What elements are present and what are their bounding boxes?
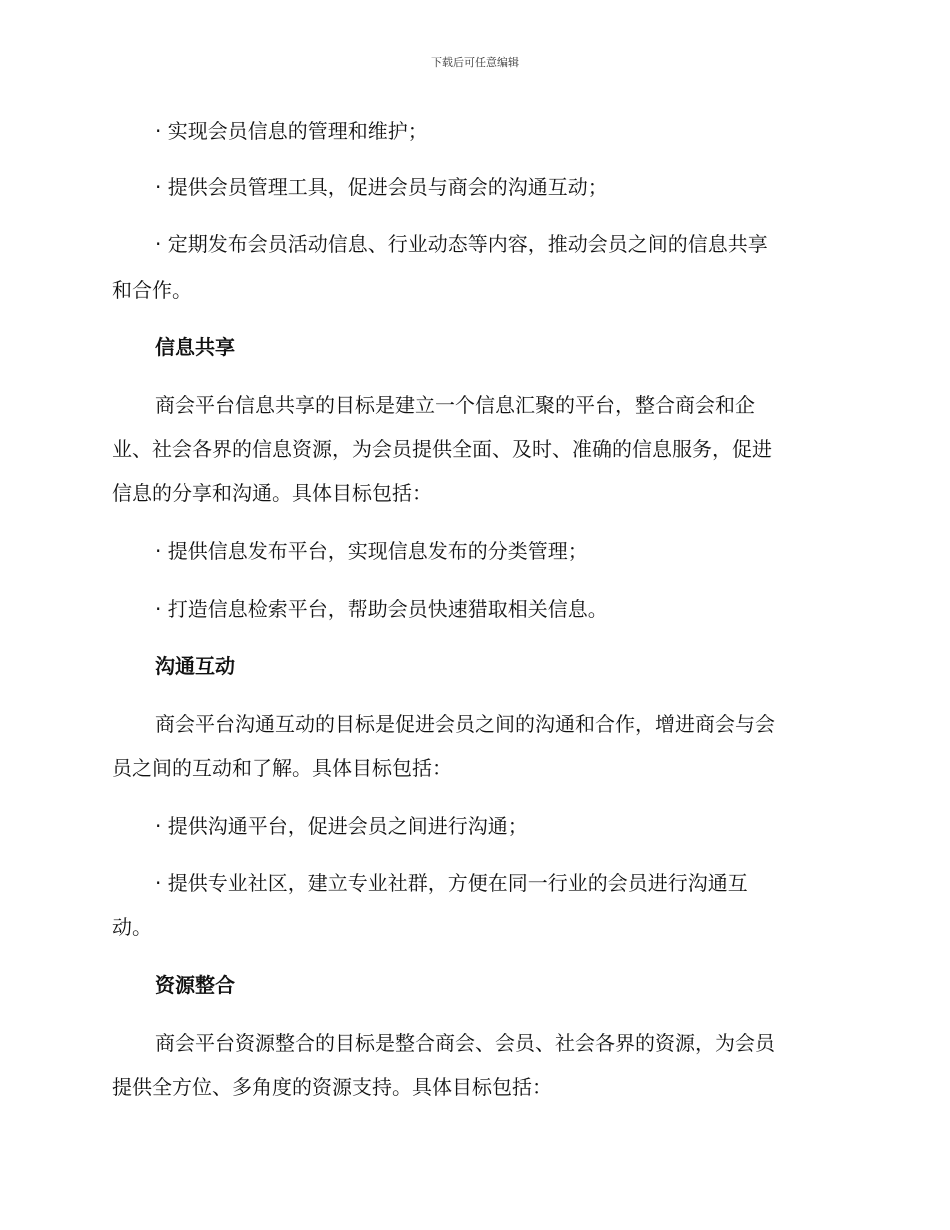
bullet-item: · 提供沟通平台，促进会员之间进行沟通； — [155, 814, 528, 838]
paragraph-line: 信息的分享和沟通。具体目标包括： — [112, 481, 432, 505]
bullet-item: · 提供专业社区，建立专业社群，方便在同一行业的会员进行沟通互 — [155, 871, 748, 895]
paragraph-line: 业、社会各界的信息资源，为会员提供全面、及时、准确的信息服务，促进 — [112, 437, 772, 461]
section-heading: 信息共享 — [155, 335, 235, 359]
section-heading: 资源整合 — [155, 973, 235, 997]
paragraph-continuation: 和合作。 — [112, 278, 192, 302]
paragraph-line: 员之间的互动和了解。具体目标包括： — [112, 756, 452, 780]
paragraph-line: 提供全方位、多角度的资源支持。具体目标包括： — [112, 1075, 552, 1099]
paragraph-line: 商会平台信息共享的目标是建立一个信息汇聚的平台，整合商会和企 — [155, 393, 755, 417]
paragraph-line: 商会平台资源整合的目标是整合商会、会员、社会各界的资源，为会员 — [155, 1031, 775, 1055]
bullet-item: · 提供信息发布平台，实现信息发布的分类管理； — [155, 539, 588, 563]
bullet-item: · 打造信息检索平台，帮助会员快速猎取相关信息。 — [155, 597, 608, 621]
paragraph-line: 商会平台沟通互动的目标是促进会员之间的沟通和合作，增进商会与会 — [155, 712, 775, 736]
section-heading: 沟通互动 — [155, 654, 235, 678]
bullet-item: · 提供会员管理工具，促进会员与商会的沟通互动； — [155, 175, 608, 199]
bullet-item: · 定期发布会员活动信息、行业动态等内容，推动会员之间的信息共享 — [155, 232, 768, 256]
bullet-item: · 实现会员信息的管理和维护； — [155, 119, 428, 143]
header-note: 下载后可任意编辑 — [431, 56, 519, 69]
paragraph-continuation: 动。 — [112, 915, 152, 939]
